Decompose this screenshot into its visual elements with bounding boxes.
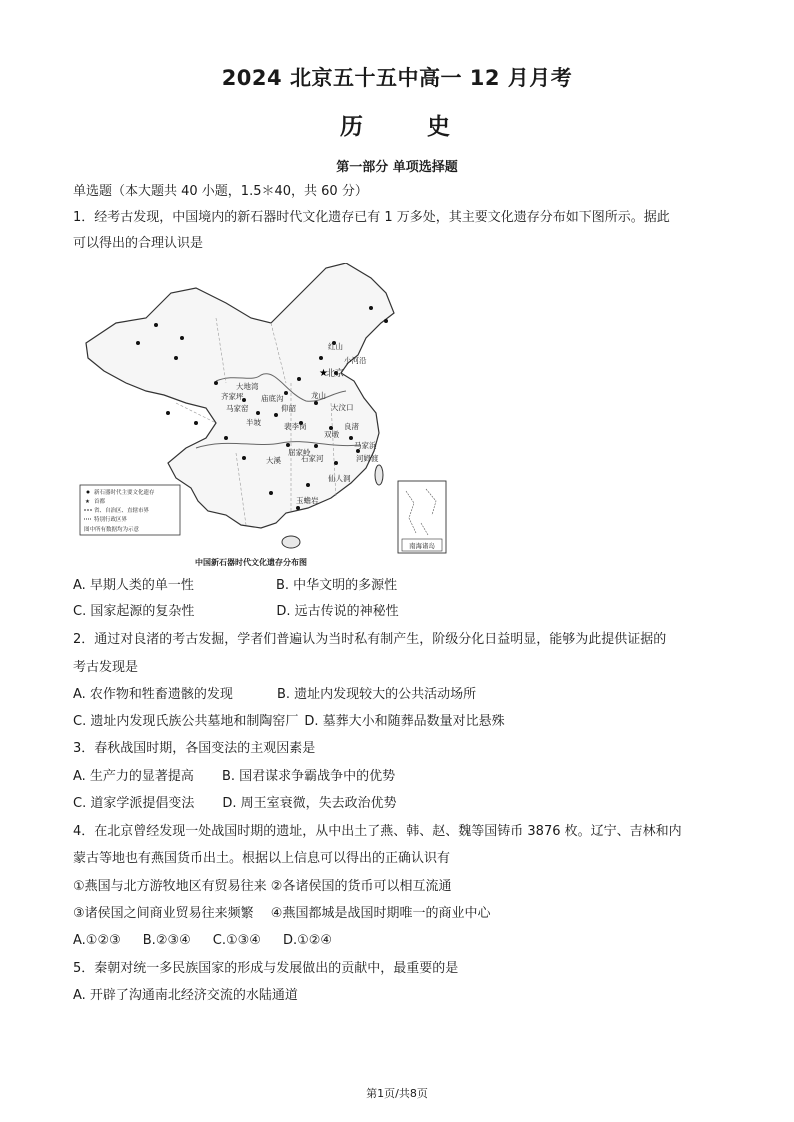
svg-text:特别行政区界: 特别行政区界 xyxy=(94,517,128,523)
taiwan-island xyxy=(375,465,383,485)
q4-items-1-2: ①燕国与北方游牧地区有贸易往来 ②各诸侯国的货币可以相互流通 xyxy=(73,879,452,894)
q1-stem-line2: 可以得出的合理认识是 xyxy=(73,236,204,251)
q2-stem-line2: 考古发现是 xyxy=(73,660,139,675)
map-label: 龙山 xyxy=(311,391,326,400)
subject-title: 历 史 xyxy=(339,114,478,140)
page-footer: 第1页/共8页 xyxy=(366,1087,428,1100)
q4-options xyxy=(73,932,332,950)
q4-option-a: A.①②③ xyxy=(73,933,121,948)
map-caption: 中国新石器时代文化遗存分布图 xyxy=(195,558,307,567)
map-label: 庙底沟 xyxy=(261,394,284,403)
hainan-island xyxy=(282,536,300,548)
q4-option-b: B.②③④ xyxy=(142,933,191,948)
q5-option-a: A. 开辟了沟通南北经济交流的水陆通道 xyxy=(73,988,298,1003)
q5-stem: 5．秦朝对统一多民族国家的形成与发展做出的贡献中，最重要的是 xyxy=(73,961,459,976)
svg-text:首都: 首都 xyxy=(94,499,106,505)
svg-text:新石器时代主要文化遗存: 新石器时代主要文化遗存 xyxy=(94,490,155,496)
q3-options-row2 xyxy=(73,795,397,813)
map-label: 双墩 xyxy=(324,430,339,439)
q1-option-d: D. 远古传说的神秘性 xyxy=(276,604,399,619)
q3-option-d: D. 周王室衰微，失去政治优势 xyxy=(222,796,397,811)
svg-text:★: ★ xyxy=(85,499,90,505)
q3-option-c: C. 道家学派提倡变法 xyxy=(73,796,195,811)
svg-text:图中所有数据均为示意: 图中所有数据均为示意 xyxy=(84,527,140,533)
map-label: 马家浜 xyxy=(354,441,377,450)
q3-options-row1 xyxy=(73,768,395,786)
q1-option-c: C. 国家起源的复杂性 xyxy=(73,604,195,619)
q3-stem: 3．春秋战国时期，各国变法的主观因素是 xyxy=(73,741,316,756)
q1-option-a: A. 早期人类的单一性 xyxy=(73,578,194,593)
map-legend xyxy=(80,485,180,535)
q3-option-a: A. 生产力的显著提高 xyxy=(73,769,194,784)
map-label: 马家窑 xyxy=(226,404,249,413)
q2-option-c: C. 遗址内发现氏族公共墓地和制陶窑厂 xyxy=(73,714,299,729)
q2-option-a: A. 农作物和牲畜遗骸的发现 xyxy=(73,687,233,702)
map-label: 小河沿 xyxy=(344,356,367,365)
map-label: 半坡 xyxy=(246,418,261,427)
map-label: 大地湾 xyxy=(236,382,259,391)
q4-option-c: C.①③④ xyxy=(212,933,261,948)
map-label: 仙人洞 xyxy=(328,474,351,483)
china-map-graphic xyxy=(76,263,456,573)
map-label: 红山 xyxy=(328,342,343,351)
map-label: 玉蟾岩 xyxy=(296,496,319,505)
map-label: 裴李岗 xyxy=(284,422,307,431)
neolithic-sites-map xyxy=(76,263,456,573)
q2-options-row2 xyxy=(73,713,505,731)
map-label: 齐家坪 xyxy=(221,392,244,401)
q2-options-row1 xyxy=(73,686,476,704)
exam-title: 2024 北京五十五中高一 12 月月考 xyxy=(221,66,573,90)
q1-option-b: B. 中华文明的多源性 xyxy=(275,578,398,593)
q3-option-b: B. 国君谋求争霸战争中的优势 xyxy=(221,769,396,784)
q1-options-row2 xyxy=(73,603,399,621)
capital-star-icon: ★ xyxy=(319,368,328,379)
section-heading: 第一部分 单项选择题 xyxy=(336,160,458,175)
south-china-sea-inset xyxy=(398,481,446,553)
q2-stem-line1: 2．通过对良渚的考古发掘，学者们普遍认为当时私有制产生，阶级分化日益明显，能够为此提供证据的 xyxy=(73,632,667,647)
q4-items-3-4: ③诸侯国之间商业贸易往来频繁 ④燕国都城是战国时期唯一的商业中心 xyxy=(73,906,491,921)
map-label: 石家河 xyxy=(301,454,324,463)
q1-stem-line1: 1．经考古发现，中国境内的新石器时代文化遗存已有 1 万多处，其主要文化遗存分布如下图所示。据此 xyxy=(73,210,670,225)
svg-text:南海诸岛: 南海诸岛 xyxy=(409,543,435,550)
q4-stem-line2: 蒙古等地也有燕国货币出土。根据以上信息可以得出的正确认识有 xyxy=(73,851,451,866)
q2-option-b: B. 遗址内发现较大的公共活动场所 xyxy=(276,687,477,702)
map-label: 北京 xyxy=(326,368,345,378)
map-label: 屈家岭 xyxy=(288,448,311,457)
map-label: 河姆渡 xyxy=(356,454,379,463)
q1-options-row1 xyxy=(73,577,397,595)
map-label: 大汶口 xyxy=(331,403,354,412)
map-label: 仰韶 xyxy=(281,404,296,413)
svg-text:省、自治区、直辖市界: 省、自治区、直辖市界 xyxy=(94,508,150,514)
intro-text: 单选题（本大题共 40 小题，1.5＊40，共 60 分） xyxy=(73,184,368,199)
q2-option-d: D. 墓葬大小和随葬品数量对比悬殊 xyxy=(304,714,505,729)
q4-stem-line1: 4．在北京曾经发现一处战国时期的遗址，从中出土了燕、韩、赵、魏等国铸币 3876 枚。辽宁、吉林和内 xyxy=(73,824,682,839)
map-label: 良渚 xyxy=(344,422,359,431)
map-label: 大溪 xyxy=(266,456,281,465)
q4-option-d: D.①②④ xyxy=(282,933,333,948)
